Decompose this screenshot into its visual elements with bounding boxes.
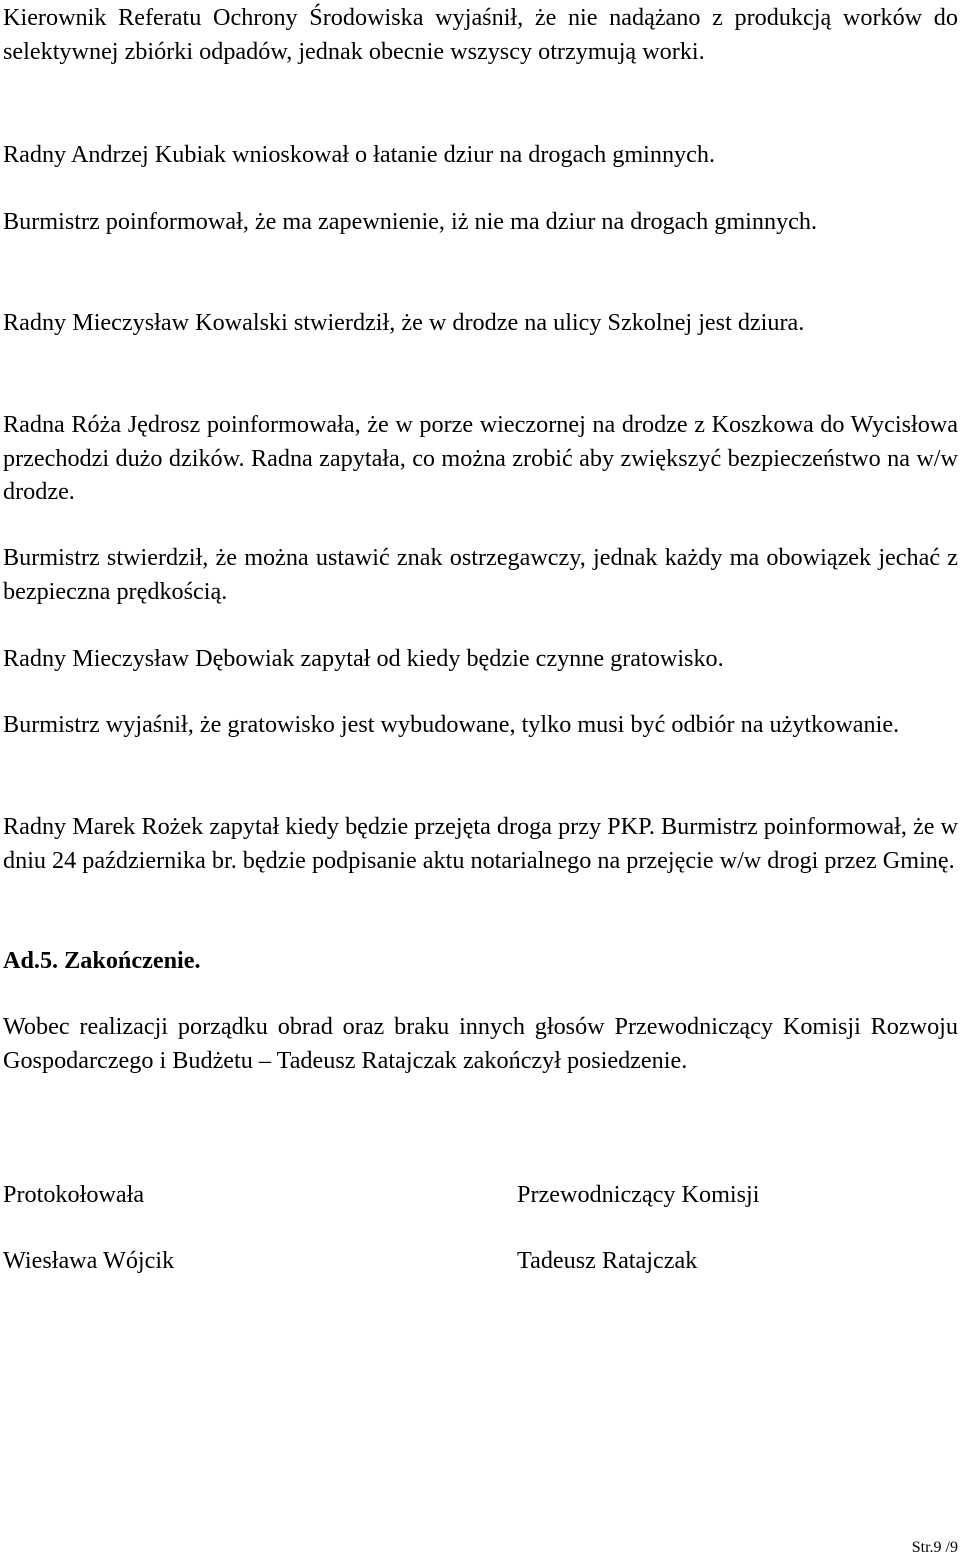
signature-right-role: Przewodniczący Komisji <box>517 1181 760 1208</box>
paragraph-mayor-warning-sign: Burmistrz stwierdził, że można ustawić znak ostrzegawczy, jednak każdy ma obowiązek jechać z bezpieczna prędkością. <box>3 544 958 605</box>
paragraph-mayor-roads: Burmistrz poinformował, że ma zapewnienie, iż nie ma dziur na drogach gminnych. <box>3 208 818 235</box>
paragraph-rozek-pkp: Radny Marek Rożek zapytał kiedy będzie przejęta droga przy PKP. Burmistrz poinformował, że w dniu 24 października br. będzie podpisanie aktu notarialnego na przejęcie w/w drogi przez Gminę. <box>3 813 958 874</box>
page-number: Str.9 /9 <box>911 1539 958 1556</box>
section-heading: Ad.5. Zakończenie. <box>3 947 201 974</box>
paragraph-waste-bags: Kierownik Referatu Ochrony Środowiska wyjaśnił, że nie nadążano z produkcją worków do selektywnej zbiórki odpadów, jednak obecnie wszyscy otrzymują worki. <box>3 4 958 65</box>
signature-right-name: Tadeusz Ratajczak <box>517 1247 698 1274</box>
signature-left-role: Protokołowała <box>3 1181 145 1208</box>
paragraph-debowiak-gratowisko: Radny Mieczysław Dębowiak zapytał od kiedy będzie czynne gratowisko. <box>3 645 724 672</box>
paragraph-kubiak-roads: Radny Andrzej Kubiak wnioskował o łatanie dziur na drogach gminnych. <box>3 141 716 168</box>
paragraph-kowalski-szkolna: Radny Mieczysław Kowalski stwierdził, że w drodze na ulicy Szkolnej jest dziura. <box>3 309 805 336</box>
paragraph-closing: Wobec realizacji porządku obrad oraz braku innych głosów Przewodniczący Komisji Rozwoju Gospodarczego i Budżetu – Tadeusz Ratajczak zakończył posiedzenie. <box>3 1013 958 1074</box>
signature-left-name: Wiesława Wójcik <box>3 1247 175 1274</box>
paragraph-jedrosz-boars: Radna Róża Jędrosz poinformowała, że w porze wieczornej na drodze z Koszkowa do Wycisłowa przechodzi dużo dzików. Radna zapytała, co można zrobić aby zwiększyć bezpieczeństwo na w/w drodze. <box>3 411 958 505</box>
paragraph-mayor-gratowisko: Burmistrz wyjaśnił, że gratowisko jest wybudowane, tylko musi być odbiór na użytkowanie. <box>3 711 900 738</box>
